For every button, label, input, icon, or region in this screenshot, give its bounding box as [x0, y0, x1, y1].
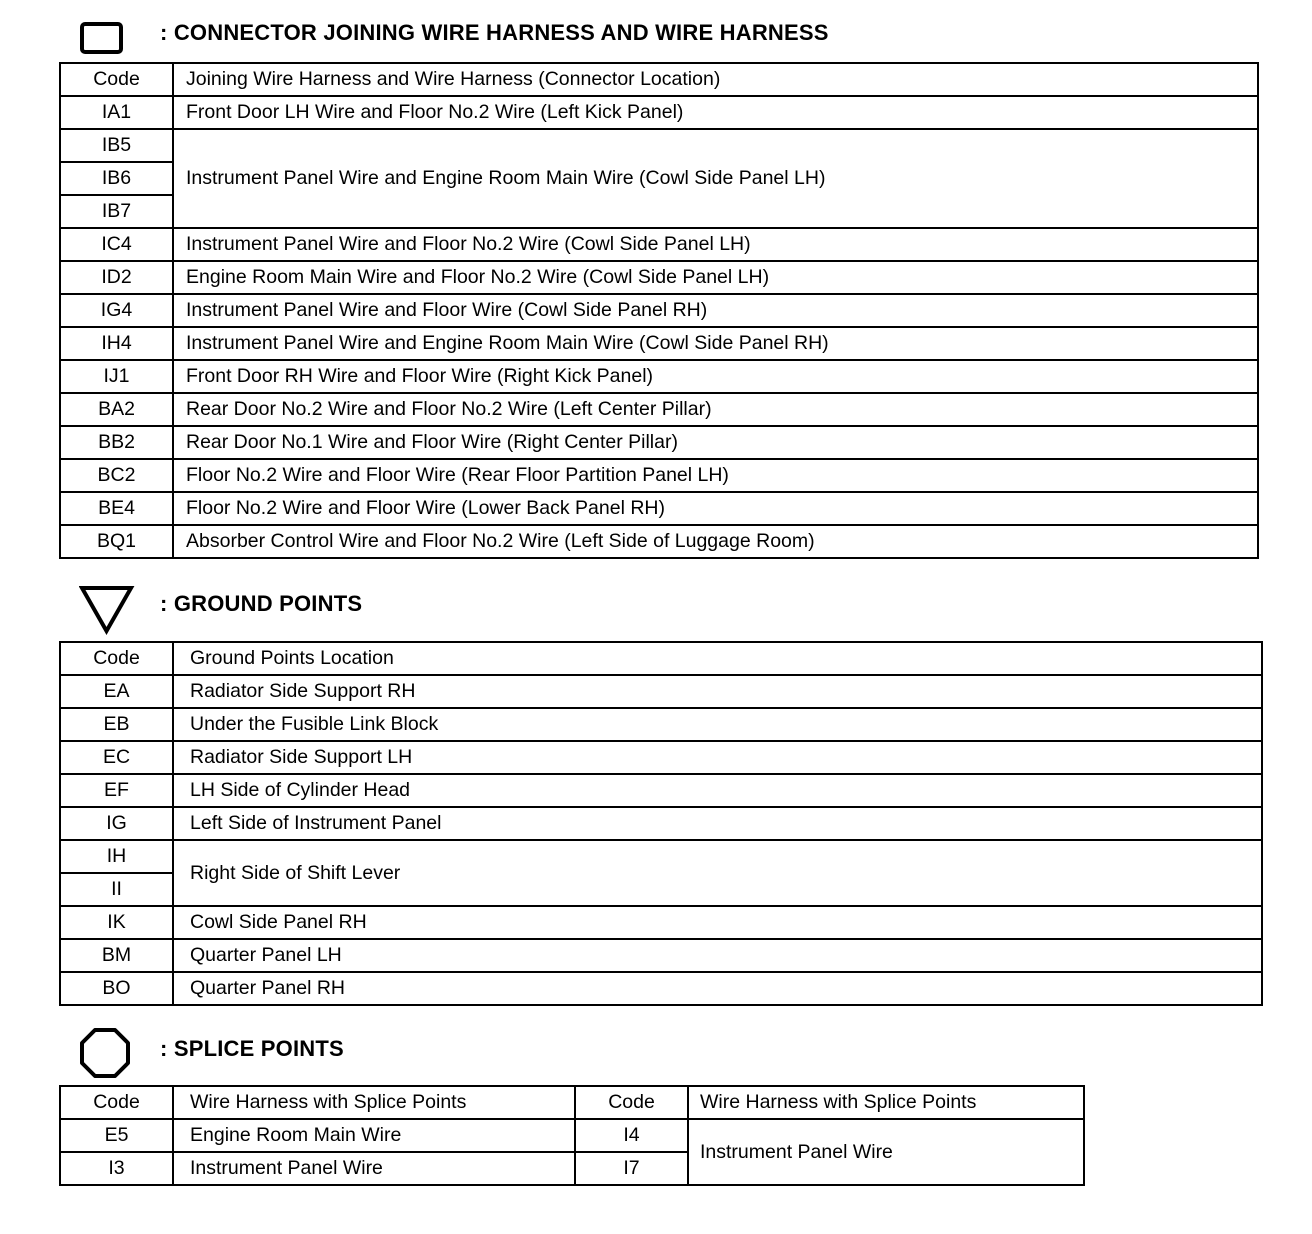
triangle-down-icon — [79, 585, 135, 635]
connector-table — [59, 62, 1259, 559]
table-header-row — [60, 63, 1258, 96]
table-row — [60, 939, 1262, 972]
row-desc: Absorber Control Wire and Floor No.2 Wire (Left Side of Luggage Room) — [173, 525, 1258, 558]
table-header-row — [60, 642, 1262, 675]
row-code: IA1 — [60, 96, 173, 129]
table-row — [60, 327, 1258, 360]
row-code: I4 — [575, 1119, 688, 1152]
header-desc: Wire Harness with Splice Points — [688, 1086, 1084, 1119]
ground-section-heading: : GROUND POINTS — [160, 591, 363, 616]
row-code: I7 — [575, 1152, 688, 1185]
row-code: IG — [60, 807, 173, 840]
header-code: Code — [60, 63, 173, 96]
row-desc: Right Side of Shift Lever — [173, 840, 1262, 906]
row-code: I3 — [60, 1152, 173, 1185]
row-desc: Rear Door No.1 Wire and Floor Wire (Right Center Pillar) — [173, 426, 1258, 459]
row-code: BE4 — [60, 492, 173, 525]
table-row — [60, 741, 1262, 774]
table-row — [60, 906, 1262, 939]
row-desc: Radiator Side Support LH — [173, 741, 1262, 774]
row-code: BA2 — [60, 393, 173, 426]
connector-section-heading: : CONNECTOR JOINING WIRE HARNESS AND WIRE HARNESS — [160, 20, 829, 45]
row-code: BB2 — [60, 426, 173, 459]
row-desc: Rear Door No.2 Wire and Floor No.2 Wire (Left Center Pillar) — [173, 393, 1258, 426]
row-desc: LH Side of Cylinder Head — [173, 774, 1262, 807]
table-row — [60, 774, 1262, 807]
row-desc: Cowl Side Panel RH — [173, 906, 1262, 939]
row-desc: Quarter Panel RH — [173, 972, 1262, 1005]
splice-section-heading: : SPLICE POINTS — [160, 1036, 344, 1061]
header-desc: Wire Harness with Splice Points — [173, 1086, 575, 1119]
row-desc: Instrument Panel Wire and Engine Room Main Wire (Cowl Side Panel LH) — [173, 129, 1258, 228]
table-row — [60, 393, 1258, 426]
square-icon — [79, 20, 125, 56]
row-code: II — [60, 873, 173, 906]
table-row — [60, 426, 1258, 459]
row-code: IB7 — [60, 195, 173, 228]
row-code: E5 — [60, 1119, 173, 1152]
table-row — [60, 972, 1262, 1005]
row-desc: Instrument Panel Wire — [173, 1152, 575, 1185]
row-desc: Radiator Side Support RH — [173, 675, 1262, 708]
table-row — [60, 129, 1258, 162]
row-code: ID2 — [60, 261, 173, 294]
octagon-icon — [79, 1027, 131, 1079]
table-row — [60, 492, 1258, 525]
table-header-row — [60, 1086, 1084, 1119]
row-code: IB6 — [60, 162, 173, 195]
row-desc: Engine Room Main Wire — [173, 1119, 575, 1152]
row-desc: Front Door LH Wire and Floor No.2 Wire (Left Kick Panel) — [173, 96, 1258, 129]
table-row — [60, 228, 1258, 261]
table-row — [60, 1119, 1084, 1152]
row-code: BQ1 — [60, 525, 173, 558]
row-code: EB — [60, 708, 173, 741]
row-desc: Under the Fusible Link Block — [173, 708, 1262, 741]
row-code: IJ1 — [60, 360, 173, 393]
row-code: BO — [60, 972, 173, 1005]
ground-points-table — [59, 641, 1263, 1006]
splice-points-table — [59, 1085, 1085, 1186]
row-code: IH4 — [60, 327, 173, 360]
table-row — [60, 261, 1258, 294]
row-code: IK — [60, 906, 173, 939]
row-code: IH — [60, 840, 173, 873]
header-code: Code — [60, 1086, 173, 1119]
row-code: IC4 — [60, 228, 173, 261]
row-desc: Floor No.2 Wire and Floor Wire (Rear Floor Partition Panel LH) — [173, 459, 1258, 492]
table-row — [60, 459, 1258, 492]
table-row — [60, 294, 1258, 327]
row-code: BM — [60, 939, 173, 972]
row-code: IG4 — [60, 294, 173, 327]
row-desc: Instrument Panel Wire and Engine Room Main Wire (Cowl Side Panel RH) — [173, 327, 1258, 360]
row-code: BC2 — [60, 459, 173, 492]
row-code: EA — [60, 675, 173, 708]
table-row — [60, 708, 1262, 741]
row-code: IB5 — [60, 129, 173, 162]
row-desc: Floor No.2 Wire and Floor Wire (Lower Back Panel RH) — [173, 492, 1258, 525]
table-row — [60, 807, 1262, 840]
header-code: Code — [60, 642, 173, 675]
header-code: Code — [575, 1086, 688, 1119]
header-desc: Ground Points Location — [173, 642, 1262, 675]
table-row — [60, 96, 1258, 129]
row-desc: Instrument Panel Wire and Floor No.2 Wire (Cowl Side Panel LH) — [173, 228, 1258, 261]
header-desc: Joining Wire Harness and Wire Harness (Connector Location) — [173, 63, 1258, 96]
row-desc: Quarter Panel LH — [173, 939, 1262, 972]
table-row — [60, 675, 1262, 708]
row-desc: Front Door RH Wire and Floor Wire (Right Kick Panel) — [173, 360, 1258, 393]
row-desc: Engine Room Main Wire and Floor No.2 Wire (Cowl Side Panel LH) — [173, 261, 1258, 294]
row-code: EC — [60, 741, 173, 774]
table-row — [60, 840, 1262, 873]
row-desc: Instrument Panel Wire — [688, 1119, 1084, 1185]
row-desc: Instrument Panel Wire and Floor Wire (Cowl Side Panel RH) — [173, 294, 1258, 327]
table-row — [60, 525, 1258, 558]
row-code: EF — [60, 774, 173, 807]
row-desc: Left Side of Instrument Panel — [173, 807, 1262, 840]
table-row — [60, 360, 1258, 393]
